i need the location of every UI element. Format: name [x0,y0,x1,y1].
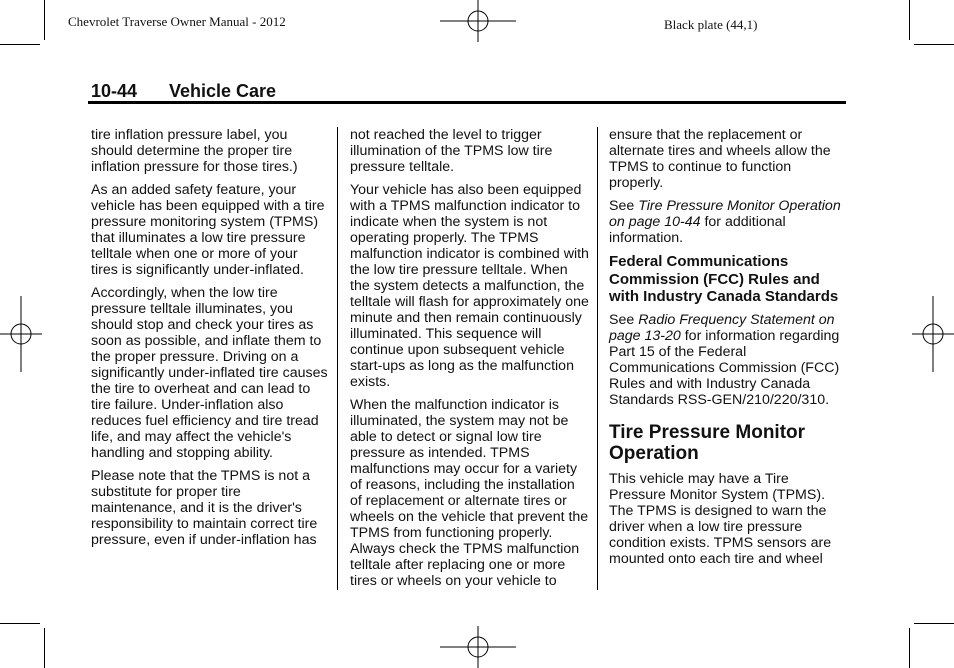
crop-mark [44,628,45,668]
crop-mark [0,623,40,624]
registration-mark-icon [0,296,42,372]
crop-mark [914,44,954,45]
paragraph: As an added safety feature, your vehicle has been equipped with a tire pressure monitoring system (TPMS) that illuminates a low tire pressure telltale when one or more of your tires is significantly under-inflated. [91,182,325,278]
paragraph: ensure that the replacement or alternate tires and wheels allow the TPMS to continue to function properly. [609,127,831,191]
subheading: Federal Communications Commission (FCC) Rules and with Industry Canada Standards [609,253,839,305]
paragraph: Accordingly, when the low tire pressure telltale illuminates, you should stop and check your tires as soon as possible, and inflate them to the proper pressure. Driving on a significantly under-inflated tire causes the tire to overheat and can lead to tire failure. Under-inflation also reduces fuel efficiency and tire tread life, and may affect the vehicle's handling and stopping ability. [91,285,328,461]
crop-mark [914,623,954,624]
paragraph: When the malfunction indicator is illuminated, the system may not be able to detect or signal low tire pressure as intended. TPMS malfunctions may occur for a variety of reasons, including the installation of replacement or alternate tires or wheels on the vehicle that prevent the TPMS from functioning properly. Always check the TPMS malfunction telltale after replacing one or more tires or wheels on your vehicle to [350,397,589,589]
cross-reference-link[interactable]: Tire Pressure Monitor Operation on page 10-44 [609,198,841,230]
section-heading: Tire Pressure Monitor Operation [609,421,806,464]
page-number: 10-44 [91,81,138,101]
crop-mark [909,0,910,40]
paragraph: not reached the level to trigger illumination of the TPMS low tire pressure telltale. [350,127,553,175]
column-1 [91,127,328,555]
paragraph: Please note that the TPMS is not a substitute for proper tire maintenance, and it is the driver's responsibility to maintain correct tire pressure, even if under-inflation has [91,468,318,548]
crop-mark [0,44,40,45]
paragraph [609,312,849,408]
text-run: for information regarding Part 15 of the Federal Communications Commission (FCC) Rules and with Industry Canada Standards RSS-GEN/210/220/310. [609,327,840,408]
crop-mark [44,0,45,40]
section-header [91,81,276,102]
column-divider [597,127,598,590]
registration-mark-icon [440,0,516,42]
paragraph [609,198,849,246]
text-run: See [609,311,639,328]
section-title: Vehicle Care [169,81,277,101]
manual-title: Chevrolet Traverse Owner Manual - 2012 [68,14,286,29]
column-2 [350,127,590,596]
paragraph: tire inflation pressure label, you should determine the proper tire inflation pressure for those tires.) [91,127,298,175]
cross-reference-link[interactable]: Radio Frequency Statement on page 13-20 [609,311,835,344]
column-divider [337,127,338,590]
text-run: See [609,198,639,214]
text-run: for additional information. [609,214,786,246]
crop-mark [909,628,910,668]
registration-mark-icon [440,626,516,668]
column-3 [609,127,849,574]
header-rule [88,101,846,104]
paragraph: This vehicle may have a Tire Pressure Monitor System (TPMS). The TPMS is designed to warn the driver when a low tire pressure condition exists. TPMS sensors are mounted onto each tire and wheel [609,470,832,567]
plate-label: Black plate (44,1) [664,17,758,32]
registration-mark-icon [912,296,954,372]
paragraph: Your vehicle has also been equipped with a TPMS malfunction indicator to indicate when the system is not operating properly. The TPMS malfunction indicator is combined with the low tire pressure telltale. When the system detects a malfunction, the telltale will flash for approximately one minute and then remain continuously illuminated. This sequence will continue upon subsequent vehicle start-ups as long as the malfunction exists. [350,182,589,390]
